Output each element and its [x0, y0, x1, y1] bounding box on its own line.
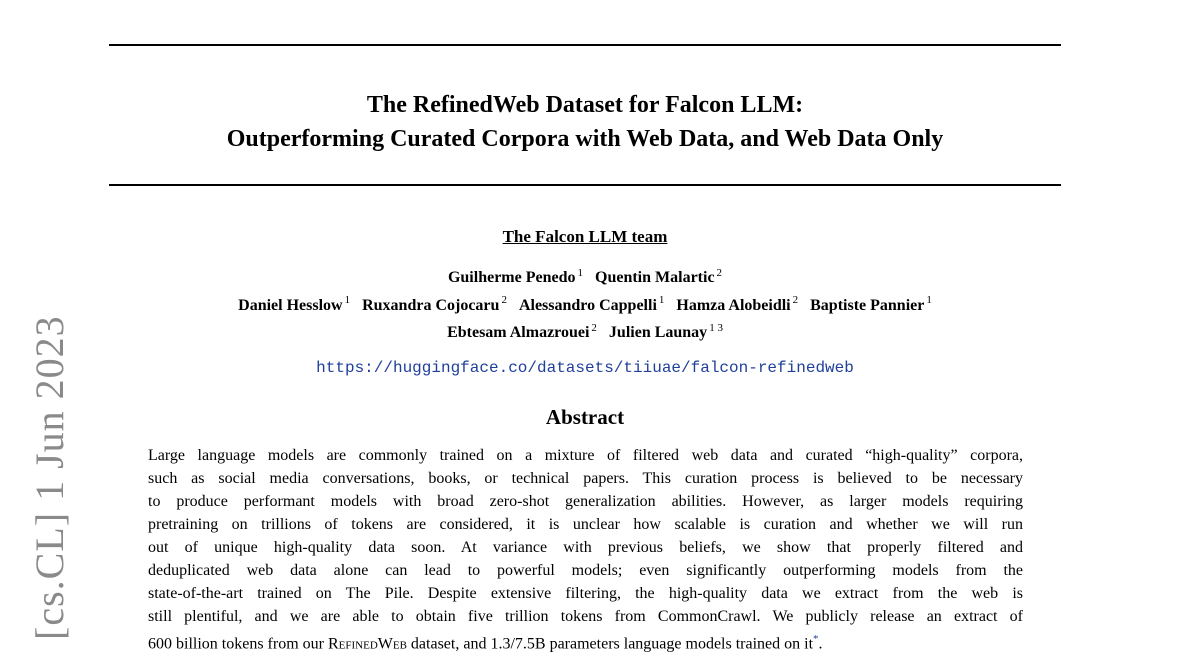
author-name: Ebtesam Almazrouei: [447, 323, 590, 341]
footnote-mark-link[interactable]: *: [813, 633, 819, 645]
abstract-last-line-pre: 600 billion tokens from our: [148, 635, 328, 653]
abstract-body: [148, 444, 1023, 655]
abstract-last-line-post: dataset, and 1.3/7.5B parameters language models trained on it: [406, 635, 814, 653]
abstract-line: still plentiful, and we are able to obtain five trillion tokens from CommonCrawl. We publicly release an extract of: [148, 608, 1023, 625]
author-affiliation: 2: [591, 321, 597, 334]
team-name-text: The Falcon LLM team: [502, 227, 668, 246]
team-name: [109, 226, 1061, 248]
author: [448, 269, 583, 286]
abstract-line: pretraining on trillions of tokens are considered, it is unclear how scalable is curation and whether we will run: [148, 516, 1023, 533]
abstract-line: Large language models are commonly trained on a mixture of filtered web data and curated “high-quality” corpora,: [148, 447, 1023, 464]
author: [810, 294, 932, 314]
abstract-last-line-end: .: [818, 635, 823, 653]
author-name: Daniel Hesslow: [238, 296, 343, 314]
author: [608, 321, 723, 341]
abstract-line: out of unique high-quality data soon. At variance with previous beliefs, we show that properly filtered and: [148, 539, 1023, 556]
author-affiliation: 1: [926, 294, 932, 307]
authors-line-1: [109, 262, 1061, 289]
top-rule: [109, 44, 1061, 46]
author-name: Hamza Alobeidli: [676, 296, 791, 314]
author-affiliation: 1: [577, 267, 583, 279]
author-affiliation: 1: [658, 294, 665, 307]
abstract-line: state-of-the-art trained on The Pile. Despite extensive filtering, the high-quality data we extract from the web is: [148, 585, 1023, 602]
title-line-1: The RefinedWeb Dataset for Falcon LLM:: [366, 92, 804, 118]
author-name: Guilherme Penedo: [447, 269, 576, 287]
dataset-url-link[interactable]: https://huggingface.co/datasets/tiiuae/falcon-refinedweb: [316, 359, 854, 377]
title-line-2: Outperforming Curated Corpora with Web Data, and Web Data Only: [226, 126, 944, 152]
abstract-line: such as social media conversations, books, or technical papers. This curation process is believed to be necessary: [148, 470, 1023, 487]
abstract-line: deduplicated web data alone can lead to powerful models; even significantly outperforming models from the: [148, 562, 1023, 579]
author-affiliation: 2: [716, 267, 723, 279]
abstract-line: to produce performant models with broad zero-shot generalization abilities. However, as larger models requiring: [148, 493, 1023, 510]
author-name: Baptiste Pannier: [810, 296, 925, 314]
author: [238, 294, 351, 314]
author: [676, 294, 799, 314]
refinedweb-name: RefinedWeb: [327, 635, 407, 653]
abstract-heading: Abstract: [545, 405, 625, 429]
abstract-last-line: [148, 628, 1023, 655]
author-name: Quentin Malartic: [595, 269, 715, 287]
authors-line-3: [109, 317, 1061, 344]
author: [447, 321, 597, 341]
author: [518, 294, 665, 314]
author: [595, 269, 722, 286]
author: [362, 294, 507, 314]
paper-title: [109, 88, 1061, 156]
author-affiliation: 1 3: [709, 321, 723, 334]
authors-line-2: [109, 289, 1061, 316]
author-name: Alessandro Cappelli: [518, 296, 657, 314]
bottom-rule: [109, 184, 1061, 186]
author-name: Ruxandra Cojocaru: [362, 296, 500, 314]
author-affiliation: 2: [501, 294, 507, 307]
arxiv-stamp: [cs.CL] 1 Jun 2023: [27, 315, 72, 640]
author-list: [109, 262, 1061, 344]
author-affiliation: 1: [344, 294, 351, 307]
author-affiliation: 2: [792, 294, 799, 307]
author-name: Julien Launay: [608, 323, 708, 341]
